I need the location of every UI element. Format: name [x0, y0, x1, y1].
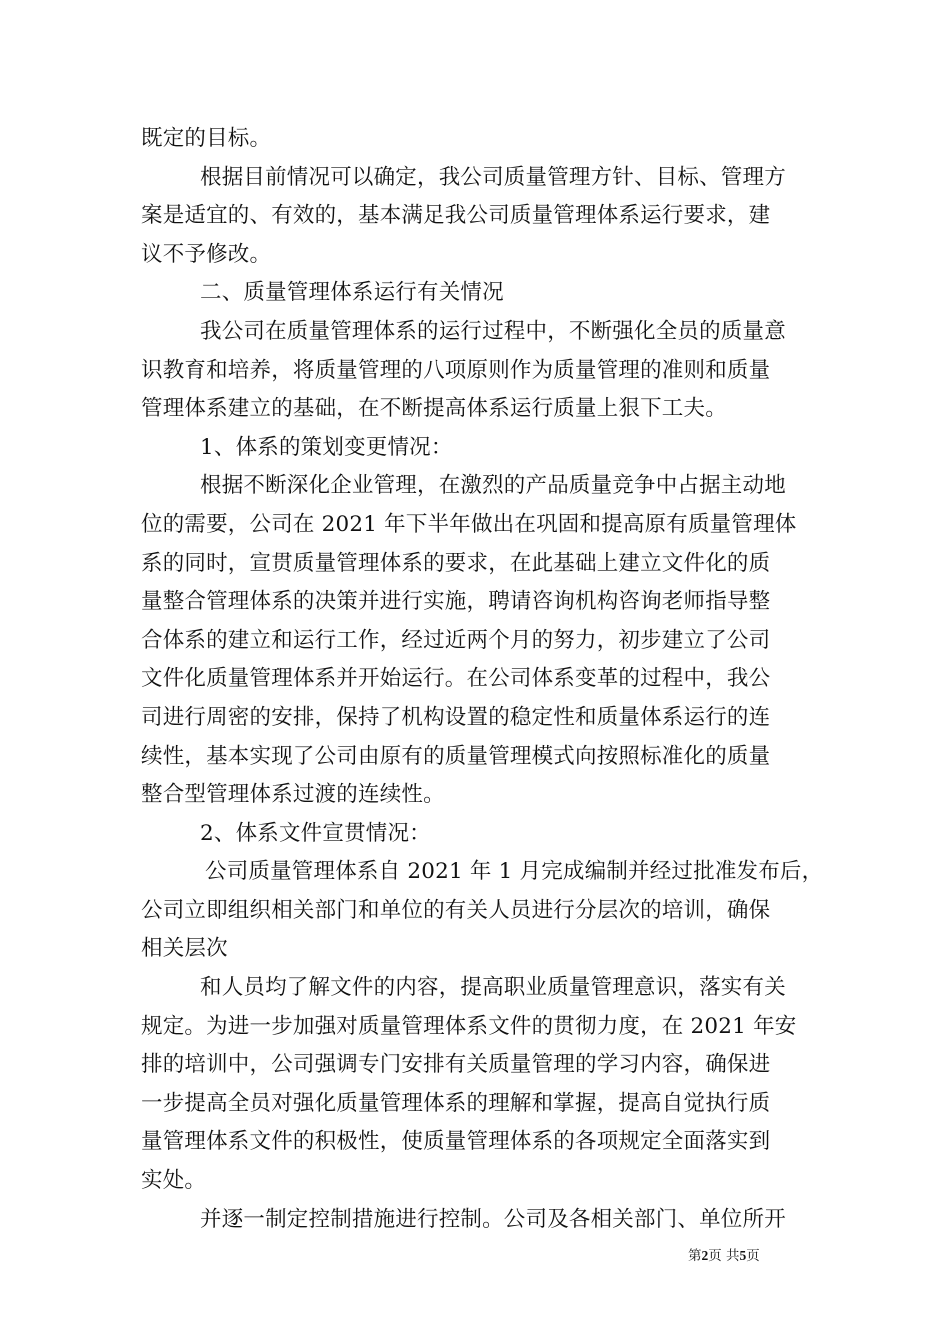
text-line: 合体系的建立和运行工作，经过近两个月的努力，初步建立了公司 [141, 627, 771, 653]
footer-prefix: 第 [688, 1248, 702, 1264]
subsection-heading: 2、体系文件宣贯情况： [200, 820, 431, 846]
text-line: 相关层次 [141, 936, 228, 962]
footer-suffix: 页 [746, 1248, 760, 1264]
text-line: 位的需要，公司在 2021 年下半年做出在巩固和提高原有质量管理体 [141, 511, 797, 537]
text-line: 既定的目标。 [141, 126, 272, 151]
text-line: 文件化质量管理体系并开始运行。在公司体系变革的过程中，我公 [141, 666, 771, 692]
text-line: 公司立即组织相关部门和单位的有关人员进行分层次的培训，确保 [141, 897, 771, 923]
text-line: 管理体系建立的基础，在不断提高体系运行质量上狠下工夫。 [141, 396, 727, 422]
text-line: 司进行周密的安排，保持了机构设置的稳定性和质量体系运行的连 [141, 704, 771, 730]
subsection-heading: 1、体系的策划变更情况： [200, 434, 453, 460]
text-line: 根据不断深化企业管理，在激烈的产品质量竞争中占据主动地 [200, 473, 786, 499]
text-line: 量管理体系文件的积极性，使质量管理体系的各项规定全面落实到 [141, 1129, 771, 1155]
section-heading: 二、质量管理体系运行有关情况 [200, 280, 504, 306]
text-line: 排的培训中，公司强调专门安排有关质量管理的学习内容，确保进 [141, 1052, 771, 1078]
text-line: 议不予修改。 [141, 241, 272, 267]
text-line: 并逐一制定控制措施进行控制。公司及各相关部门、单位所开 [200, 1206, 786, 1232]
text-line: 实处。 [141, 1168, 207, 1194]
text-line: 根据目前情况可以确定，我公司质量管理方针、目标、管理方 [200, 164, 786, 190]
total-pages-number: 5 [739, 1248, 747, 1263]
text-line: 整合型管理体系过渡的连续性。 [141, 782, 445, 808]
text-line: 系的同时，宣贯质量管理体系的要求，在此基础上建立文件化的质 [141, 550, 771, 576]
text-line: 识教育和培养，将质量管理的八项原则作为质量管理的准则和质量 [141, 357, 771, 383]
text-line: 规定。为进一步加强对质量管理体系文件的贯彻力度，在 2021 年安 [141, 1013, 797, 1039]
text-line: 量整合管理体系的决策并进行实施，聘请咨询机构咨询老师指导整 [141, 589, 771, 615]
text-line: 案是适宜的、有效的，基本满足我公司质量管理体系运行要求，建 [141, 203, 771, 229]
text-line: 和人员均了解文件的内容，提高职业质量管理意识，落实有关 [200, 975, 786, 1001]
body-text [141, 120, 831, 1239]
current-page-number: 2 [701, 1248, 709, 1263]
text-line: 一步提高全员对强化质量管理体系的理解和掌握，提高自觉执行质 [141, 1090, 771, 1116]
page-number-footer [688, 1246, 760, 1266]
text-line: 续性，基本实现了公司由原有的质量管理模式向按照标准化的质量 [141, 743, 771, 769]
footer-middle: 页 共 [708, 1248, 740, 1264]
text-line: 我公司在质量管理体系的运行过程中，不断强化全员的质量意 [200, 318, 786, 344]
text-line: 公司质量管理体系自 2021 年 1 月完成编制并经过批准发布后， [205, 859, 824, 885]
